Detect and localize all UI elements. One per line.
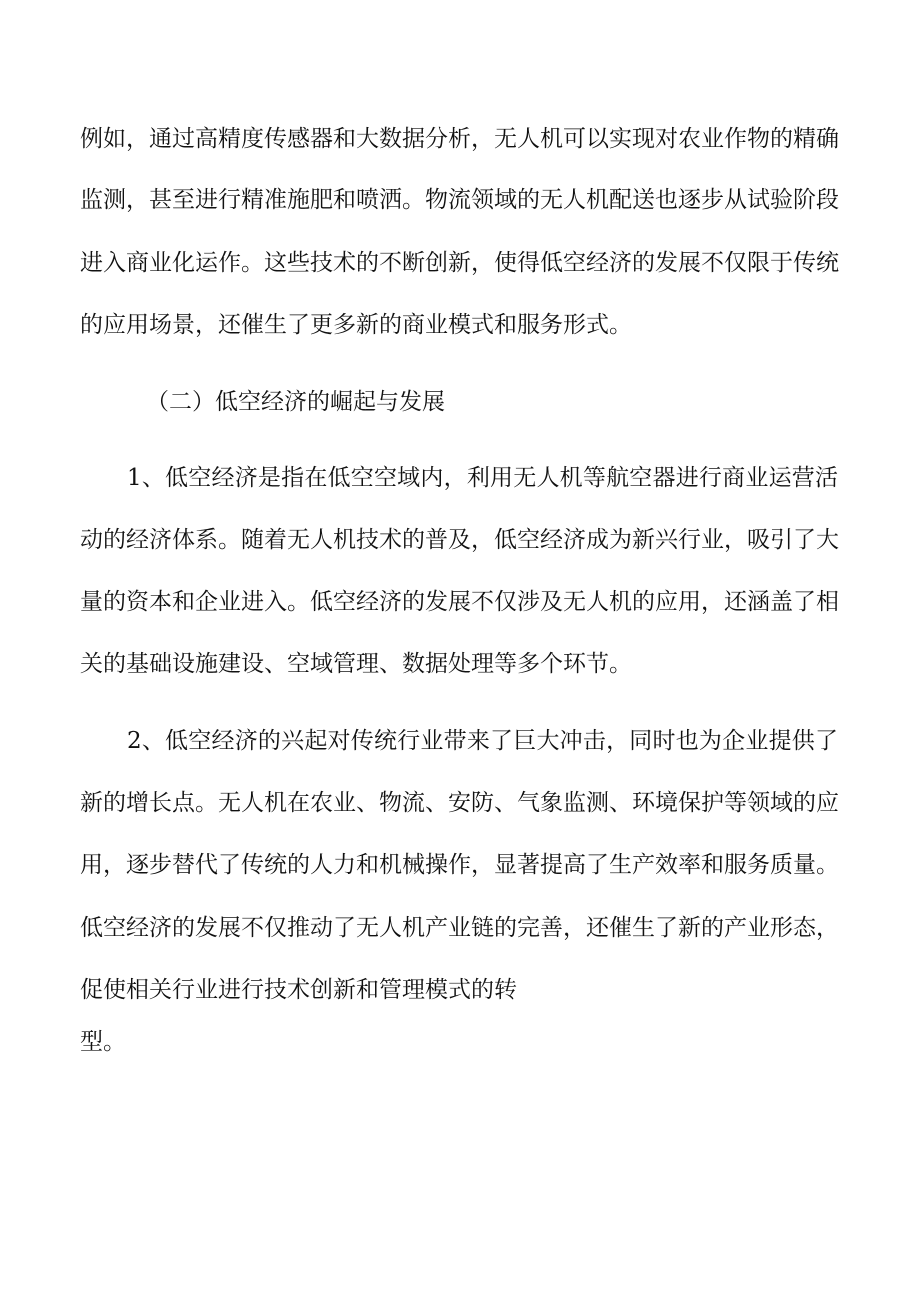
paragraph-3-line-5: 促使相关行业进行技术创新和管理模式的转 <box>80 977 517 1003</box>
paragraph-3-line-3: 用，逐步替代了传统的人力和机械操作，显著提高了生产效率和服务质量。 <box>80 852 839 878</box>
paragraph-2-line-3: 量的资本和企业进入。低空经济的发展不仅涉及无人机的应用，还涵盖了相 <box>80 589 839 615</box>
paragraph-1-line-3: 进入商业化运作。这些技术的不断创新，使得低空经济的发展不仅限于传统 <box>80 250 839 276</box>
paragraph-2-line-2: 动的经济体系。随着无人机技术的普及，低空经济成为新兴行业，吸引了大 <box>80 527 839 553</box>
section-heading: （二）低空经济的崛起与发展 <box>146 389 445 415</box>
paragraph-1-line-2: 监测，甚至进行精准施肥和喷洒。物流领域的无人机配送也逐步从试验阶段 <box>80 187 839 213</box>
paragraph-3-line-2: 新的增长点。无人机在农业、物流、安防、气象监测、环境保护等领域的应 <box>80 790 839 816</box>
paragraph-2-line-4: 关的基础设施建设、空域管理、数据处理等多个环节。 <box>80 651 632 677</box>
paragraph-3-line-4: 低空经济的发展不仅推动了无人机产业链的完善，还催生了新的产业形态， <box>80 915 839 941</box>
paragraph-1-line-4: 的应用场景，还催生了更多新的商业模式和服务形式。 <box>80 312 632 338</box>
paragraph-3-line-6: 型。 <box>80 1029 126 1055</box>
paragraph-1-line-1: 例如，通过高精度传感器和大数据分析，无人机可以实现对农业作物的精确 <box>80 126 839 152</box>
paragraph-2-line-1: 1、低空经济是指在低空空域内，利用无人机等航空器进行商业运营活 <box>127 465 838 491</box>
paragraph-3-line-1: 2、低空经济的兴起对传统行业带来了巨大冲击，同时也为企业提供了 <box>127 728 838 754</box>
